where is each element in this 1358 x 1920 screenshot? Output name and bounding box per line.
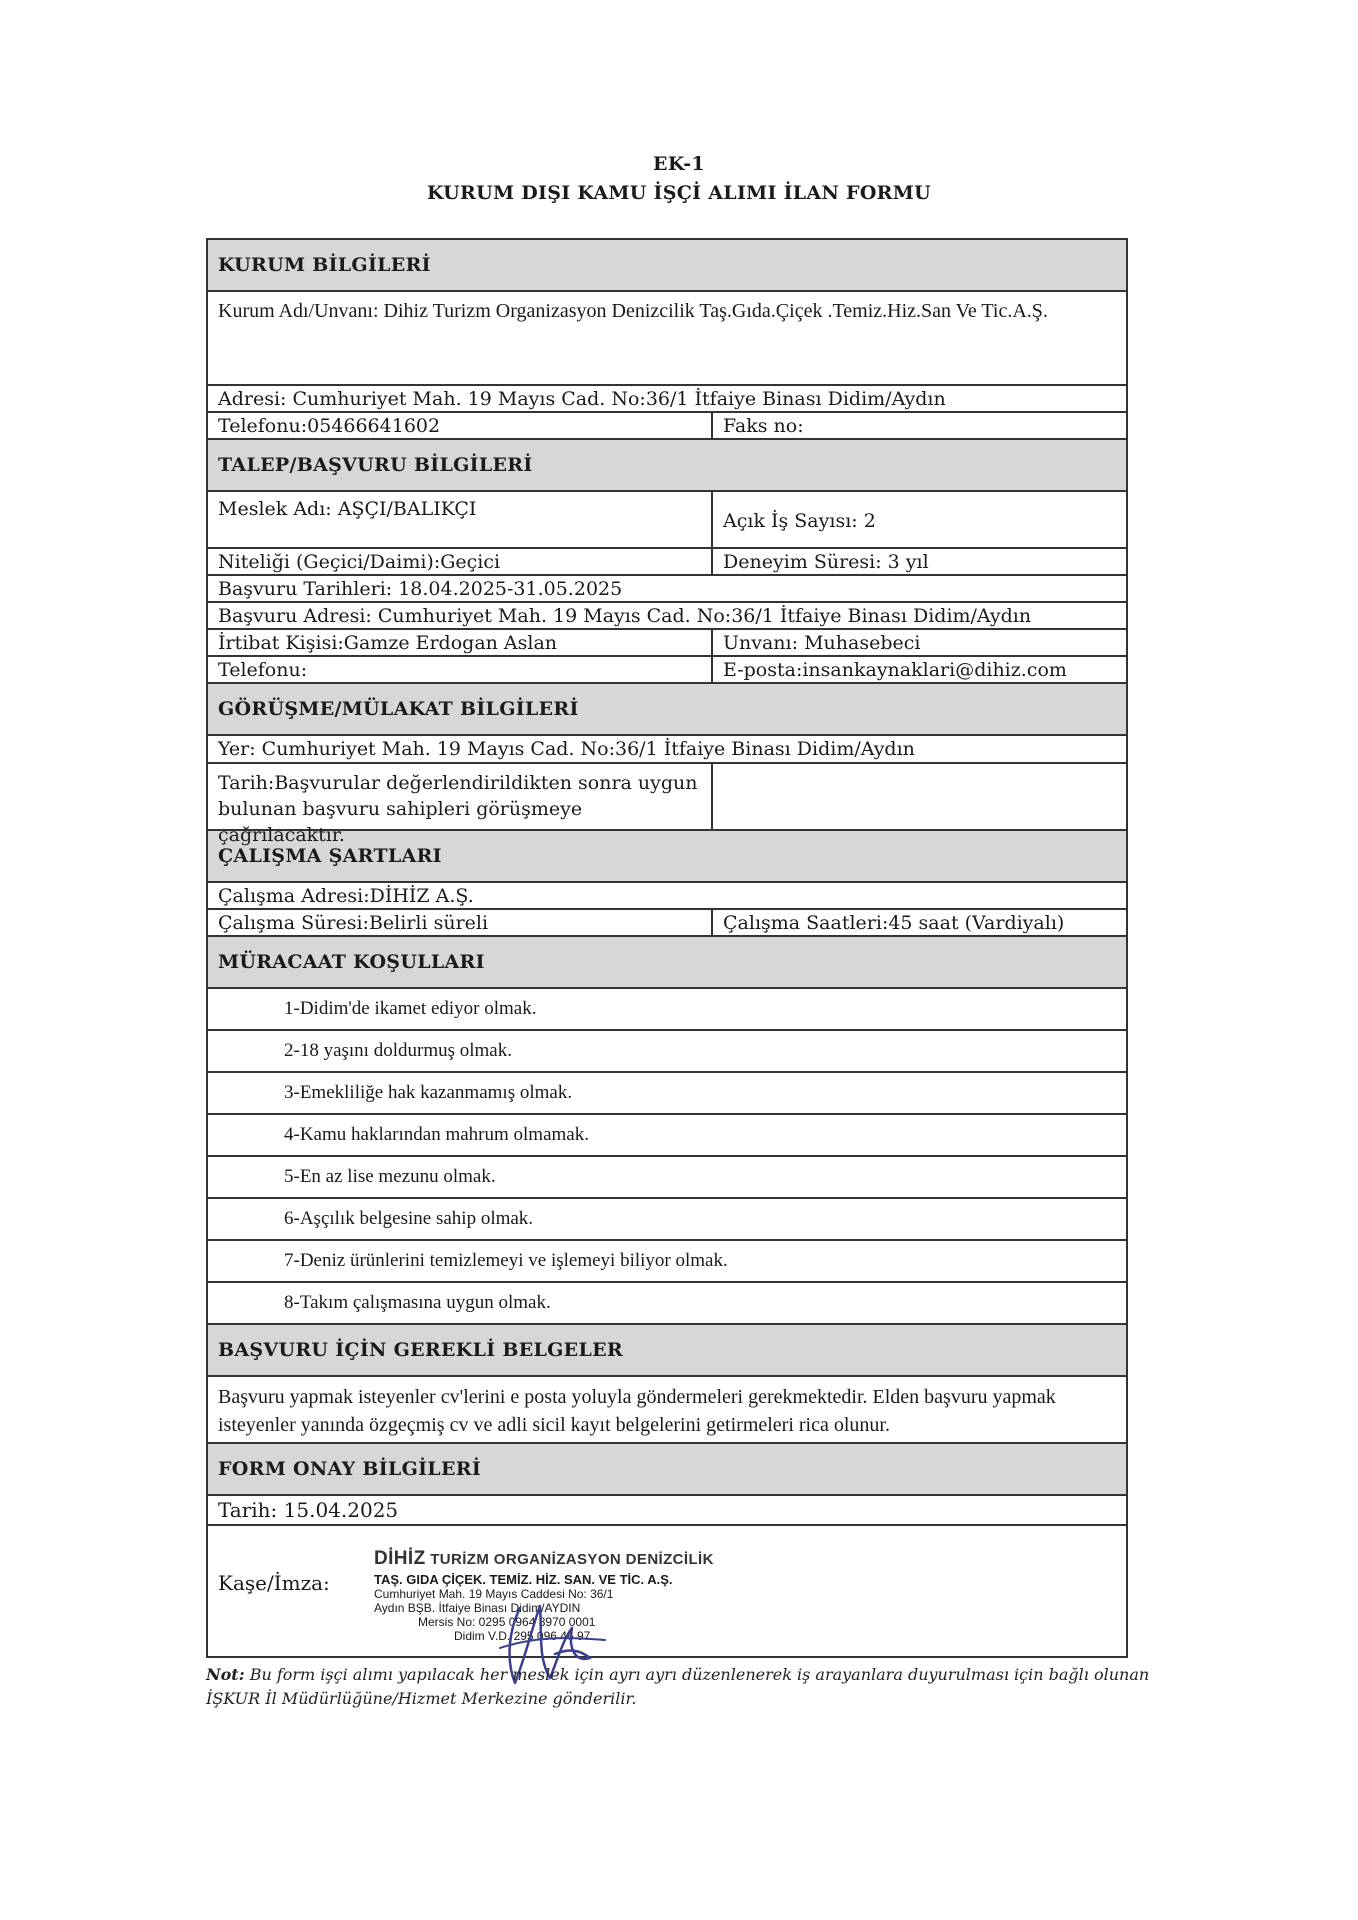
gorusme-yer-row xyxy=(208,736,1126,764)
kurum-address: Adresi: Cumhuriyet Mah. 19 Mayıs Cad. No:36/1 İtfaiye Binası Didim/Aydın xyxy=(218,388,946,410)
gorusme-yer: Yer: Cumhuriyet Mah. 19 Mayıs Cad. No:36/1 İtfaiye Binası Didim/Aydın xyxy=(218,738,915,760)
meslek-adi: Meslek Adı: AŞÇI/BALIKÇI xyxy=(208,492,713,547)
list-item: 1-Didim'de ikamet ediyor olmak. xyxy=(208,989,1126,1031)
kurum-address-row xyxy=(208,386,1126,413)
calisma-suresi: Çalışma Süresi:Belirli süreli xyxy=(208,910,713,935)
stamp-brand: DİHİZ xyxy=(374,1548,426,1569)
kurum-name xyxy=(208,292,1126,384)
irtibat-row xyxy=(208,630,1126,657)
stamp-line-1-rest: TURİZM ORGANİZASYON DENİZCİLİK xyxy=(430,1551,714,1568)
list-item: 3-Emekliliğe hak kazanmamış olmak. xyxy=(208,1073,1126,1115)
gorusme-tarih-row xyxy=(208,764,1126,846)
section-onay: FORM ONAY BİLGİLERİ xyxy=(208,1444,1126,1496)
section-kurum: KURUM BİLGİLERİ xyxy=(208,240,1126,292)
meslek-row xyxy=(208,492,1126,549)
basvuru-tarihleri: Başvuru Tarihleri: 18.04.2025-31.05.2025 xyxy=(218,578,623,600)
kurum-fax: Faks no: xyxy=(723,415,804,437)
stamp-line-2: TAŞ. GIDA ÇİÇEK. TEMİZ. HİZ. SAN. VE TİC. A.Ş. xyxy=(374,1572,673,1587)
acik-is-sayisi: Açık İş Sayısı: 2 xyxy=(723,510,876,532)
basvuru-adresi-row xyxy=(208,603,1126,630)
stamp-line-6: Didim V.D. 295 096 46 97 xyxy=(454,1629,591,1643)
kurum-name-row xyxy=(208,292,1126,386)
kurum-name-value: Dihiz Turizm Organizasyon Denizcilik Taş.Gıda.Çiçek .Temiz.Hiz.San Ve Tic.A.Ş. xyxy=(383,300,1048,322)
irtibat-kisisi: İrtibat Kişisi:Gamze Erdogan Aslan xyxy=(208,630,713,655)
niteligi: Niteliği (Geçici/Daimi):Geçici xyxy=(208,549,713,574)
list-item: 4-Kamu haklarından mahrum olmamak. xyxy=(208,1115,1126,1157)
onay-tarih-row xyxy=(208,1496,1126,1526)
section-muracaat: MÜRACAAT KOŞULLARI xyxy=(208,937,1126,989)
note-text: Bu form işçi alımı yapılacak her meslek için ayrı ayrı düzenlenerek iş arayanlara duyurulması için bağlı olunan İŞKUR İl Müdürlüğüne/Hizmet Merkezine gönderilir. xyxy=(206,1665,1150,1708)
iletisim-row xyxy=(208,657,1126,684)
note-label: Not: xyxy=(206,1665,245,1684)
niteligi-row xyxy=(208,549,1126,576)
stamp-line-3: Cumhuriyet Mah. 19 Mayıs Caddesi No: 36/1 xyxy=(374,1587,614,1601)
tarihler-row xyxy=(208,576,1126,603)
calisma-suresi-row xyxy=(208,910,1126,937)
belgeler-row xyxy=(208,1377,1126,1444)
basvuru-adresi: Başvuru Adresi: Cumhuriyet Mah. 19 Mayıs Cad. No:36/1 İtfaiye Binası Didim/Aydın xyxy=(218,605,1032,627)
section-belgeler: BAŞVURU İÇİN GEREKLİ BELGELER xyxy=(208,1325,1126,1377)
onay-tarih: Tarih: 15.04.2025 xyxy=(218,1498,399,1522)
kase-imza-label: Kaşe/İmza: xyxy=(218,1571,330,1595)
stamp-line-5: Mersis No: 0295 0964 8970 0001 xyxy=(418,1615,596,1629)
talep-telefonu: Telefonu: xyxy=(208,657,713,682)
application-form-table xyxy=(206,238,1128,1658)
list-item: 7-Deniz ürünlerini temizlemeyi ve işlemeyi biliyor olmak. xyxy=(208,1241,1126,1283)
form-title: KURUM DIŞI KAMU İŞÇİ ALIMI İLAN FORMU xyxy=(427,182,931,204)
calisma-adresi-row xyxy=(208,883,1126,910)
belgeler-text: Başvuru yapmak isteyenler cv'lerini e posta yoluyla göndermeleri gerekmektedir. Elden başvuru yapmak isteyenler yanında özgeçmiş cv ve adli sicil kayıt belgelerini getirmeleri rica olunur. xyxy=(218,1386,1056,1436)
gorusme-tarih-empty xyxy=(713,764,1126,829)
list-item: 8-Takım çalışmasına uygun olmak. xyxy=(208,1283,1126,1325)
section-gorusme: GÖRÜŞME/MÜLAKAT BİLGİLERİ xyxy=(208,684,1126,736)
kurum-phone-row xyxy=(208,413,1126,440)
calisma-adresi: Çalışma Adresi:DİHİZ A.Ş. xyxy=(218,885,474,907)
deneyim-suresi: Deneyim Süresi: 3 yıl xyxy=(723,551,929,573)
gorusme-tarih: Tarih:Başvurular değerlendirildikten sonra uygun bulunan başvuru sahipleri görüşmeye çağrılacaktır. xyxy=(208,764,713,829)
list-item: 2-18 yaşını doldurmuş olmak. xyxy=(208,1031,1126,1073)
form-code: EK-1 xyxy=(653,153,705,175)
kurum-phone: Telefonu:05466641602 xyxy=(208,413,713,438)
kurum-name-label: Kurum Adı/Unvanı: xyxy=(218,300,379,322)
list-item: 5-En az lise mezunu olmak. xyxy=(208,1157,1126,1199)
stamp-line-4: Aydın BŞB. İtfaiye Binası Didim/AYDIN xyxy=(374,1601,581,1615)
list-item: 6-Aşçılık belgesine sahip olmak. xyxy=(208,1199,1126,1241)
footer-note xyxy=(206,1663,1166,1711)
section-talep: TALEP/BAŞVURU BİLGİLERİ xyxy=(208,440,1126,492)
stamp-line-1 xyxy=(374,1548,714,1570)
talep-eposta: E-posta:insankaynaklari@dihiz.com xyxy=(723,659,1067,681)
calisma-saatleri: Çalışma Saatleri:45 saat (Vardiyalı) xyxy=(723,912,1065,934)
section-calisma: ÇALIŞMA ŞARTLARI xyxy=(208,831,1126,883)
unvani: Unvanı: Muhasebeci xyxy=(723,632,921,654)
